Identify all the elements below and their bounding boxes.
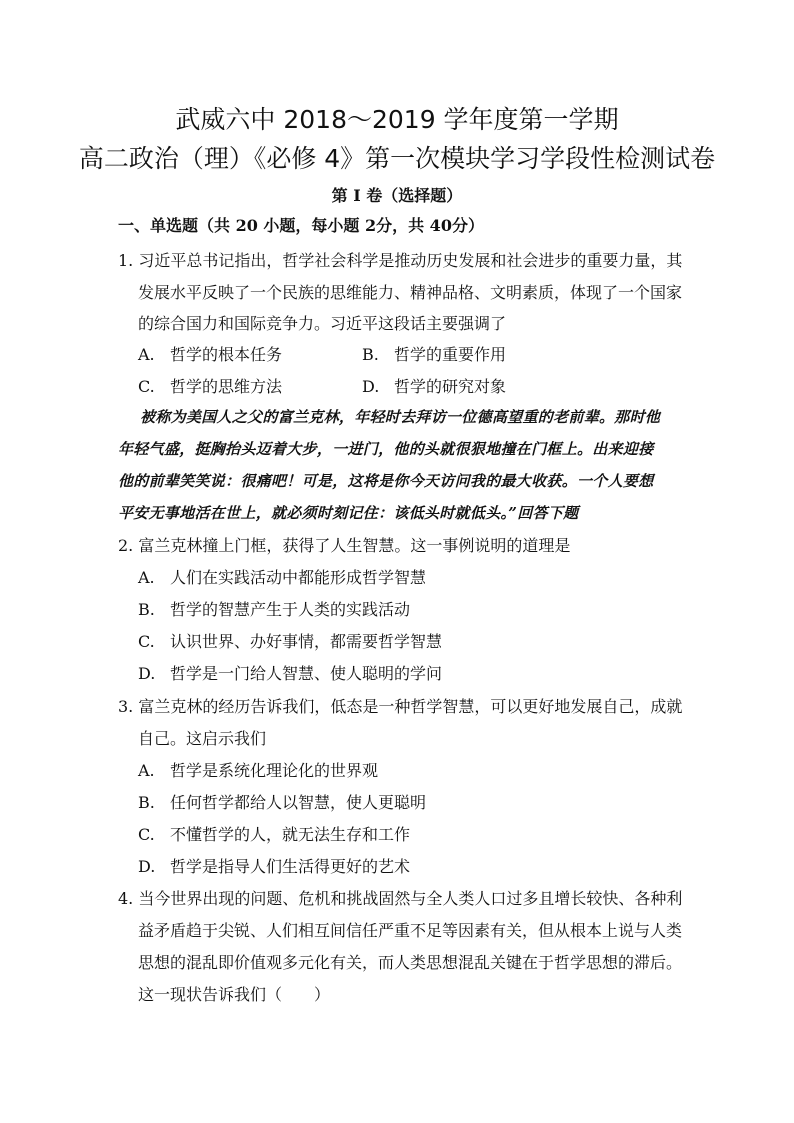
option-text: 哲学是系统化理论化的世界观	[170, 761, 379, 780]
option-text: 不懂哲学的人，就无法生存和工作	[170, 825, 411, 844]
option-label: D.	[362, 377, 380, 396]
material-line-3: 他的前辈笑笑说：很痛吧！可是，这将是你今天访问我的最大收获。一个人要想	[118, 472, 654, 490]
question-1-line-1: 1. 习近平总书记指出，哲学社会科学是推动历史发展和社会进步的重要力量，其	[118, 251, 683, 270]
option-text: 哲学是一门给人智慧、使人聪明的学问	[170, 664, 443, 683]
option-text: 哲学的研究对象	[394, 377, 507, 396]
section-heading: 一、单选题（共 20 小题，每小题 2分，共 40分）	[118, 216, 484, 235]
question-1-option-b[interactable]	[362, 344, 506, 366]
option-label: A.	[138, 568, 155, 587]
question-3-line-2: 自己。这启示我们	[138, 729, 267, 748]
option-label: D.	[138, 857, 156, 876]
option-label: C.	[138, 377, 155, 396]
question-3-option-c[interactable]	[138, 824, 410, 846]
question-2-option-d[interactable]	[138, 663, 442, 685]
question-1-line-3: 的综合国力和国际竞争力。习近平这段话主要强调了	[138, 314, 507, 333]
question-4-line-1: 4. 当今世界出现的问题、危机和挑战固然与全人类人口过多且增长较快、各种利	[118, 889, 683, 908]
exam-title-subject: 高二政治（理）《必修 4》第一次模块学习学段性检测试卷	[78, 144, 716, 173]
exam-title-school-term: 武威六中 2018～2019 学年度第一学期	[175, 105, 619, 134]
option-label: A.	[138, 345, 155, 364]
question-3-option-b[interactable]	[138, 792, 426, 814]
option-label: A.	[138, 761, 155, 780]
question-3-option-a[interactable]	[138, 760, 378, 782]
question-1-option-c[interactable]	[138, 376, 282, 398]
question-4-line-3: 思想的混乱即价值观多元化有关，而人类思想混乱关键在于哲学思想的滞后。	[138, 953, 683, 972]
option-text: 哲学的思维方法	[170, 377, 283, 396]
material-line-4: 平安无事地活在世上，就必须时刻记住：该低头时就低头。”回答下题	[118, 504, 579, 522]
question-1-option-a[interactable]	[138, 344, 282, 366]
material-line-1: 被称为美国人之父的富兰克林，年轻时去拜访一位德高望重的老前辈。那时他	[140, 408, 661, 426]
option-text: 人们在实践活动中都能形成哲学智慧	[170, 568, 427, 587]
question-2-option-a[interactable]	[138, 567, 426, 589]
option-label: B.	[138, 600, 155, 619]
question-2-option-b[interactable]	[138, 599, 410, 621]
question-1-line-2: 发展水平反映了一个民族的思维能力、精神品格、文明素质，体现了一个国家	[138, 283, 683, 302]
option-text: 任何哲学都给人以智慧，使人更聪明	[170, 793, 427, 812]
question-4-line-2: 益矛盾趋于尖锐、人们相互间信任严重不足等因素有关，但从根本上说与人类	[138, 921, 683, 940]
option-label: B.	[362, 345, 379, 364]
option-label: D.	[138, 664, 156, 683]
option-label: C.	[138, 825, 155, 844]
exam-part-title: 第 I 卷（选择题）	[331, 186, 463, 205]
question-2-option-c[interactable]	[138, 631, 442, 653]
question-3-line-1: 3. 富兰克林的经历告诉我们，低态是一种哲学智慧，可以更好地发展自己，成就	[118, 697, 683, 716]
option-text: 哲学的智慧产生于人类的实践活动	[170, 600, 411, 619]
option-text: 认识世界、办好事情，都需要哲学智慧	[170, 632, 443, 651]
question-3-option-d[interactable]	[138, 856, 410, 878]
option-text: 哲学的根本任务	[170, 345, 283, 364]
option-text: 哲学的重要作用	[394, 345, 507, 364]
option-label: B.	[138, 793, 155, 812]
question-2-stem: 2. 富兰克林撞上门框，获得了人生智慧。这一事例说明的道理是	[118, 536, 571, 555]
question-1-option-d[interactable]	[362, 376, 506, 398]
question-4-line-4: 这一现状告诉我们（ ）	[138, 985, 331, 1004]
option-text: 哲学是指导人们生活得更好的艺术	[170, 857, 411, 876]
option-label: C.	[138, 632, 155, 651]
material-line-2: 年轻气盛，挺胸抬头迈着大步，一进门，他的头就很狠地撞在门框上。出来迎接	[118, 440, 654, 458]
